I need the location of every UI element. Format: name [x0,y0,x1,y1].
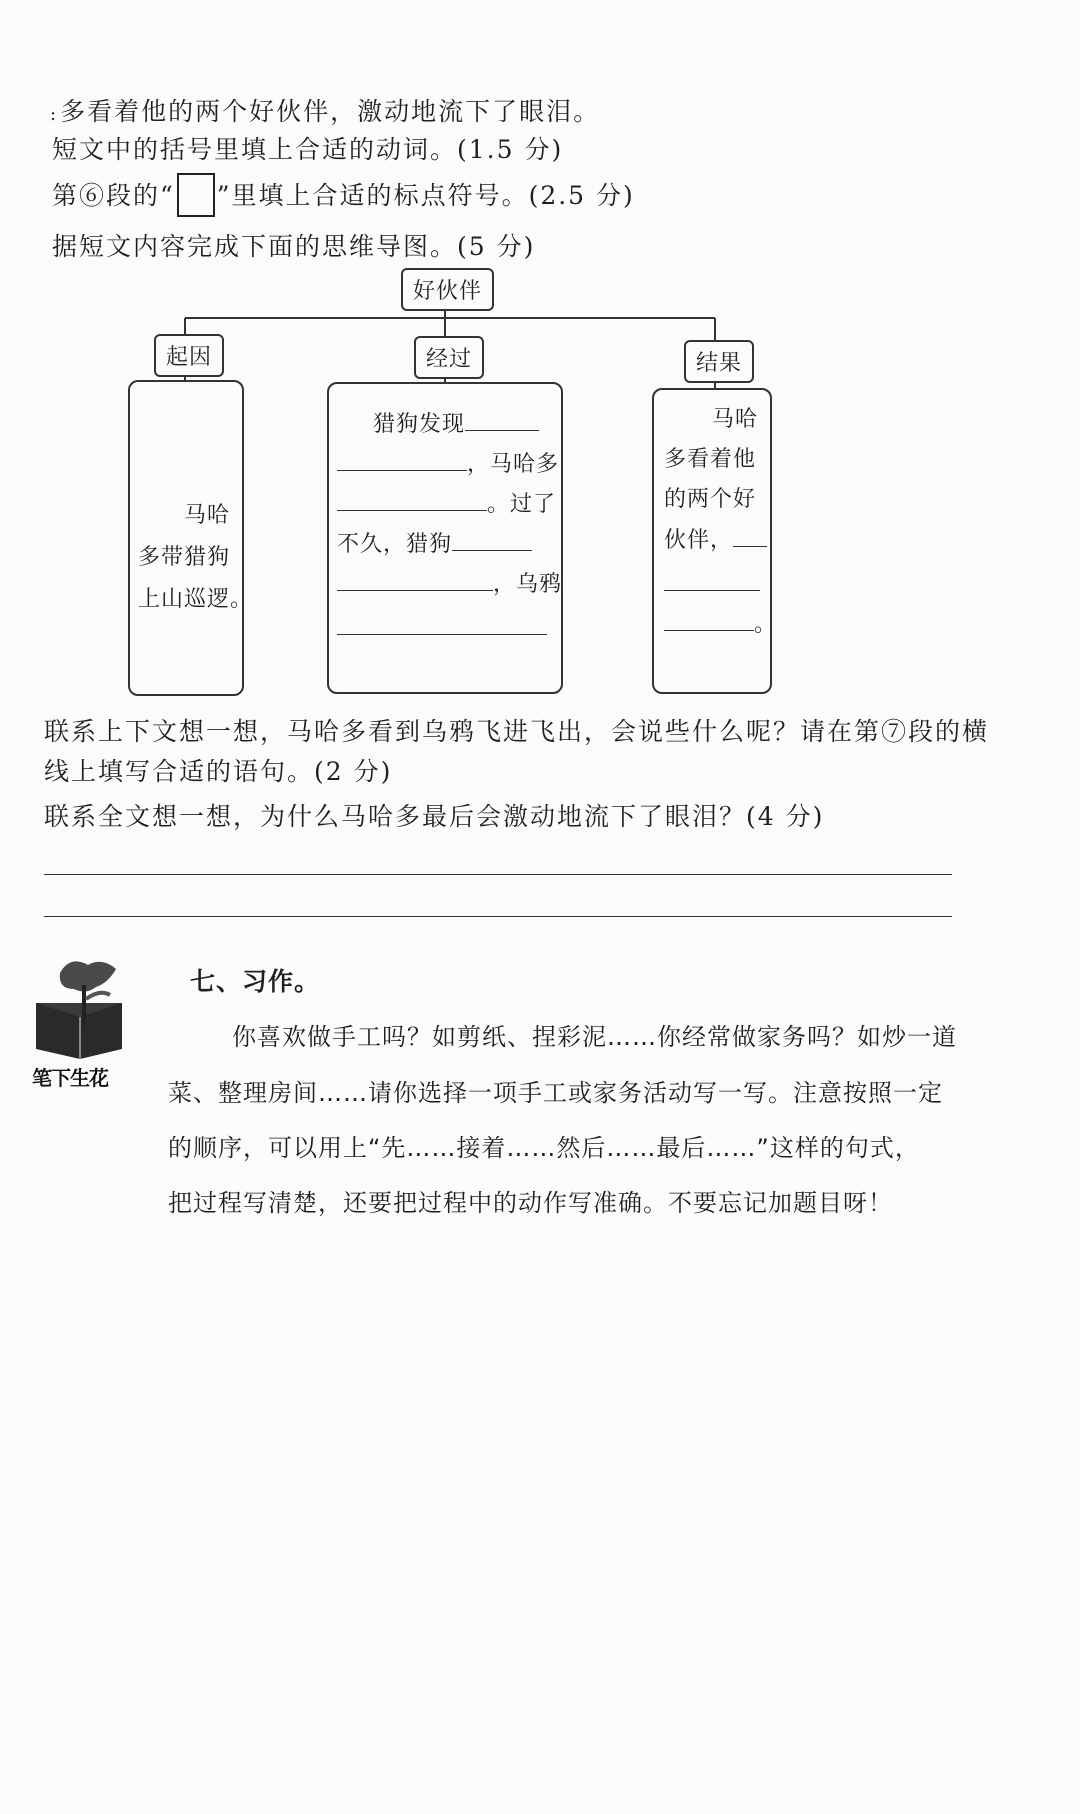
text-line-1-content: 多看着他的两个好伙伴，激动地流下了眼泪。 [60,97,601,126]
result-text-3: 的两个好 [664,487,757,512]
cause-text-3: 上山巡逻。 [138,587,254,612]
question-mindmap: 据短文内容完成下面的思维导图。(5 分) [52,232,536,261]
process-text-1: 猎狗发现 [373,412,466,437]
process-blank-4[interactable] [452,524,532,551]
process-blank-1[interactable] [465,404,539,431]
result-blank-2[interactable] [664,564,760,591]
process-text-5: ，乌鸦 [493,572,563,597]
result-blank-3[interactable] [664,604,754,631]
writing-para-line-3: 的顺序，可以用上“先……接着……然后……最后……”这样的句式， [168,1134,920,1162]
mindmap-result-box [652,388,778,694]
writing-para-line-1: 你喜欢做手工吗？如剪纸、捏彩泥……你经常做家务吗？如炒一道 [232,1023,957,1051]
process-text-3: 。过了 [487,492,557,517]
process-row-1 [373,404,539,445]
result-row-6 [664,604,777,645]
mindmap-result-label: 结果 [684,340,754,383]
process-blank-6[interactable] [337,608,547,635]
question-punctuation-suffix: ”里填上合适的标点符号。(2.5 分) [216,181,635,210]
process-text-2: ，马哈多 [467,452,560,477]
process-row-6 [337,608,547,649]
mindmap-root: 好伙伴 [401,268,494,311]
cause-text-2: 多带猎狗 [138,545,231,570]
answer-line-2[interactable] [44,916,952,917]
writing-para-line-4: 把过程写清楚，还要把过程中的动作写准确。不要忘记加题目呀！ [168,1189,893,1217]
writing-para-line-2: 菜、整理房间……请你选择一项手工或家务活动写一写。注意按照一定 [168,1079,943,1107]
cause-text-1: 马哈 [184,503,231,528]
process-row-3 [337,484,556,525]
writing-badge-text: 笔下生花 [32,1066,108,1090]
process-row-2 [337,444,559,485]
question-punctuation-prefix: 第⑥段的“ [52,181,175,210]
result-blank-1[interactable] [733,520,767,547]
result-text-4: 伙伴， [664,528,734,553]
answer-line-1[interactable] [44,874,952,875]
mindmap-process-label: 经过 [414,336,484,379]
writing-badge-illustration [30,955,140,1060]
process-row-4 [337,524,532,565]
result-row-4 [664,520,767,561]
process-text-4: 不久，猎狗 [337,532,453,557]
question-4-line-1: 联系上下文想一想，马哈多看到乌鸦飞进飞出，会说些什么呢？请在第⑦段的横 [44,717,990,746]
writing-title: 七、习作。 [190,967,321,996]
question-4-line-2: 线上填写合适的语句。(2 分) [44,757,393,786]
result-text-1: 马哈 [712,407,759,432]
process-blank-2[interactable] [337,444,467,471]
mindmap-process-box [327,382,563,694]
result-text-2: 多看着他 [664,447,757,472]
process-blank-5[interactable] [337,564,493,591]
mindmap-cause-box [128,380,254,696]
mindmap-cause-label: 起因 [154,334,224,377]
question-verbs: 短文中的括号里填上合适的动词。(1.5 分) [52,135,564,164]
cut-off-glyph: : [50,104,59,125]
result-text-5: 。 [754,612,778,637]
question-5: 联系全文想一想，为什么马哈多最后会激动地流下了眼泪？(4 分) [44,802,825,831]
result-row-5 [664,564,760,605]
process-blank-3[interactable] [337,484,487,511]
process-row-5 [337,564,562,605]
